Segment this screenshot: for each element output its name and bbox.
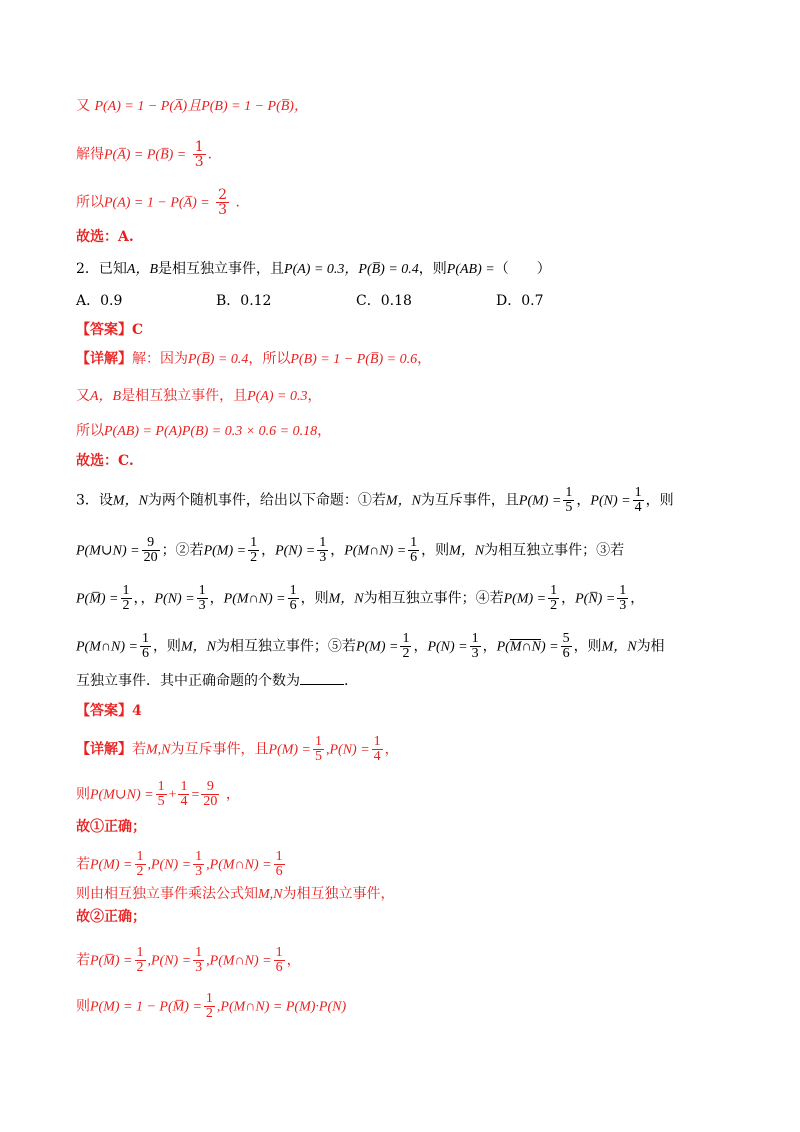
num: 1 (275, 945, 283, 960)
q3-stem-line-1 (76, 486, 674, 515)
num: 1 (141, 631, 149, 646)
math: P(M̅) = (90, 953, 133, 969)
option-c: C．0.18 (356, 293, 412, 309)
text: . (344, 673, 349, 689)
text: 互独立事件．其中正确命题的个数为 (76, 673, 300, 689)
fraction (142, 536, 160, 565)
fraction (204, 992, 215, 1021)
text: ，所以 (248, 351, 291, 367)
fraction (135, 946, 146, 975)
math: P(B) = 1 − P(B̅) = 0.6 (290, 352, 418, 367)
math: P(N) = (427, 639, 468, 655)
math: ,P(M∩N) = (206, 953, 272, 969)
math: P(M) = (503, 591, 547, 607)
num: 1 (194, 139, 204, 155)
math: P(AB) = P(A)P(B) = 0.3 × 0.6 = 0.18 (104, 424, 318, 439)
prev-solution-choice: 故选：A. (76, 229, 134, 245)
num: 1 (136, 849, 144, 864)
den: 2 (122, 598, 130, 613)
text: ，则 (421, 542, 450, 559)
text: （ ） (494, 261, 551, 277)
den: 6 (275, 960, 283, 975)
fraction (563, 486, 574, 515)
text: 解得 (76, 146, 104, 163)
num: 1 (136, 945, 144, 960)
math: P(M∪N) = (76, 543, 140, 559)
q2-options (76, 291, 544, 311)
text: 为互斥事件，且 (170, 741, 269, 758)
den: 6 (289, 598, 297, 613)
fraction (400, 632, 411, 661)
num: 1 (198, 583, 206, 598)
num: 1 (157, 779, 165, 794)
math: M,N (258, 887, 283, 902)
q3-detail-line-2 (76, 780, 240, 809)
num: 1 (205, 991, 213, 1006)
text: 又 (76, 98, 95, 114)
text: ， (561, 590, 576, 607)
fraction (193, 850, 204, 879)
answer-blank[interactable] (300, 670, 344, 685)
math: P(A) = 0.3 (247, 389, 308, 404)
math: P(N) = (275, 543, 316, 559)
num: 1 (289, 583, 297, 598)
option-b: B．0.12 (216, 293, 272, 309)
den: 5 (315, 749, 322, 764)
math: P(M∩N) = (223, 591, 286, 607)
option-a: A．0.9 (76, 293, 123, 309)
text: 为相互独立事件；③若 (484, 542, 625, 559)
q2-stem (76, 259, 551, 280)
math: ,P(M∩N) = (206, 857, 272, 873)
text: ， (413, 638, 428, 655)
fraction (140, 632, 151, 661)
text: 若 (132, 741, 146, 758)
den: 6 (275, 864, 283, 879)
q2-detail-line-3 (76, 421, 331, 442)
text: ， (330, 542, 345, 559)
text: 为互斥事件，且 (420, 492, 519, 509)
den: 2 (402, 646, 410, 661)
math: + (168, 787, 177, 803)
text: ， (261, 542, 276, 559)
prev-solution-line-3 (76, 188, 240, 217)
num: 1 (619, 583, 627, 598)
math: M，N (112, 493, 148, 509)
den: 3 (218, 202, 228, 218)
math: P(M) = 1 − P(M̅) = (90, 999, 202, 1015)
math: P(A) = 0.3， (284, 262, 359, 277)
fraction (633, 486, 644, 515)
math: P(B̅) = 0.4 (188, 352, 249, 367)
fraction (317, 536, 328, 565)
text: 则由相互独立事件乘法公式知 (76, 886, 258, 902)
text: 是相互独立事件，且 (158, 261, 285, 277)
text: ，， (133, 590, 155, 607)
num: 1 (410, 535, 418, 550)
num: 1 (180, 779, 188, 794)
q3-stem-line-5 (76, 670, 348, 691)
math: ,P(N) = (147, 953, 192, 969)
fraction (617, 584, 628, 613)
num: 1 (195, 945, 203, 960)
math: M,N (146, 742, 171, 758)
text: ， (384, 741, 399, 758)
text: 2．已知 (76, 261, 127, 277)
math: ,P(N) = (147, 857, 192, 873)
text: . (231, 194, 240, 211)
fraction (121, 584, 132, 613)
num: 9 (142, 536, 160, 551)
text: ，则 (152, 638, 181, 655)
prev-solution-line-2 (76, 140, 212, 169)
math: M，N (385, 493, 421, 509)
den: 2 (550, 598, 558, 613)
fraction (548, 584, 559, 613)
text: ， (630, 590, 645, 607)
fraction (197, 584, 208, 613)
num: 1 (315, 734, 322, 749)
text: ；②若 (161, 542, 204, 559)
math: A，B (90, 389, 122, 404)
den: 3 (195, 960, 203, 975)
fraction (248, 536, 259, 565)
fraction (156, 780, 167, 809)
q3-stem-line-4 (76, 632, 665, 661)
fraction (193, 946, 204, 975)
num: 9 (201, 780, 219, 795)
den: 3 (319, 550, 327, 565)
text: ，则 (300, 590, 329, 607)
text: 3．设 (76, 492, 113, 509)
den: 3 (471, 646, 479, 661)
math: P(A) = 1 − P(A̅) = (104, 195, 210, 211)
den: 3 (194, 154, 204, 170)
math: P(N) = (154, 591, 195, 607)
math: P(M) = (355, 639, 399, 655)
text: ， (482, 638, 497, 655)
fraction (135, 850, 146, 879)
text: 为相互独立事件， (282, 886, 395, 902)
text: 又 (76, 388, 90, 404)
math: P(N̅) = (575, 591, 616, 607)
math: M，N (449, 543, 485, 559)
math: ,P(N) = (326, 742, 370, 758)
q3-detail-line-5 (76, 884, 395, 905)
text: 为相 (636, 638, 665, 655)
text: ， (307, 388, 322, 404)
prev-solution-line-1 (76, 96, 308, 117)
math: = (191, 787, 200, 803)
text: 为相互独立事件；④若 (363, 590, 504, 607)
num: 1 (550, 583, 558, 598)
overline-term: M∩N (509, 639, 541, 655)
fraction (216, 188, 229, 217)
math: P(M) = (203, 543, 247, 559)
text: ，则 (418, 261, 447, 277)
den: 5 (565, 500, 573, 515)
q2-detail-line-1 (76, 349, 431, 370)
math: P(M∪N) = (90, 787, 154, 803)
den: 3 (198, 598, 206, 613)
math: P(M) = (518, 493, 562, 509)
den: 2 (136, 960, 144, 975)
option-d: D．0.7 (496, 293, 544, 309)
den: 3 (195, 864, 203, 879)
math: A，B (126, 262, 159, 277)
q2-answer: 【答案】C (76, 322, 144, 338)
math: P(N) = (590, 493, 631, 509)
q3-detail-line-8 (76, 992, 346, 1021)
num: 1 (275, 849, 283, 864)
fraction (372, 735, 383, 764)
q2-detail-line-2 (76, 386, 321, 407)
num: 2 (218, 187, 228, 203)
math: P(M∩N) = (76, 639, 138, 655)
den: 6 (141, 646, 149, 661)
text: ， (417, 351, 432, 367)
math: P(AB) = (446, 262, 495, 277)
fraction (470, 632, 481, 661)
q2-choice: 故选：C. (76, 453, 134, 469)
text: 为两个随机事件，给出以下命题：①若 (147, 492, 386, 509)
math: M，N (328, 591, 364, 607)
q3-detail-line-6: 故②正确； (76, 909, 146, 925)
den: 6 (410, 550, 418, 565)
den: 5 (157, 794, 165, 809)
text: 所以 (76, 194, 104, 211)
math: P(A) = 1 − P(A̅)且P(B) = 1 − P(B̅)， (94, 99, 308, 114)
num: 5 (562, 631, 570, 646)
den: 2 (205, 1006, 213, 1021)
text: ， (317, 423, 332, 439)
den: 20 (143, 550, 158, 565)
den: 4 (373, 749, 381, 764)
text: ， (209, 590, 224, 607)
q3-detail-line-4 (76, 850, 287, 879)
q3-detail-line-3: 故①正确； (76, 819, 146, 835)
q3-detail-line-7 (76, 946, 301, 975)
num: 1 (195, 849, 203, 864)
fraction (274, 850, 285, 879)
math: P(M∩N) = (496, 639, 559, 655)
math: P(B̅) = 0.4 (358, 262, 419, 277)
text: ， (221, 786, 240, 803)
label: 【详解】 (76, 741, 132, 758)
fraction (201, 780, 219, 809)
fraction (193, 140, 206, 169)
math: P(A̅) = P(B̅) = (104, 147, 187, 163)
text: 为相互独立事件；⑤若 (215, 638, 356, 655)
text: 是相互独立事件，且 (121, 388, 248, 404)
fraction (313, 735, 324, 764)
text: ，则 (645, 492, 674, 509)
num: 1 (319, 535, 327, 550)
fraction (274, 946, 285, 975)
q3-detail-line-1 (76, 735, 399, 764)
den: 2 (250, 550, 258, 565)
text: 若 (76, 856, 90, 873)
den: 20 (203, 794, 218, 809)
math: P(M̅) = (76, 591, 119, 607)
den: 6 (562, 646, 570, 661)
text: 所以 (76, 423, 104, 439)
num: 1 (402, 631, 410, 646)
num: 1 (373, 734, 381, 749)
fraction (288, 584, 299, 613)
num: 1 (471, 631, 479, 646)
text: . (207, 146, 213, 163)
fraction (178, 780, 189, 809)
text: ， (576, 492, 591, 509)
math: M，N (180, 639, 216, 655)
text: 若 (76, 952, 90, 969)
label: 【详解】 (76, 351, 132, 367)
text: ，则 (573, 638, 602, 655)
math: P(M) = (268, 742, 311, 758)
num: 1 (634, 485, 642, 500)
den: 4 (180, 794, 188, 809)
num: 1 (565, 485, 573, 500)
math: ,P(M∩N) = P(M)·P(N) (216, 999, 347, 1015)
text: 则 (76, 786, 90, 803)
den: 4 (634, 500, 642, 515)
num: 1 (250, 535, 258, 550)
math: P(M) = (90, 857, 133, 873)
math: M，N (601, 639, 637, 655)
text: 解：因为 (132, 351, 188, 367)
q3-answer: 【答案】4 (76, 703, 142, 719)
q3-stem-line-3 (76, 584, 644, 613)
text: 则 (76, 998, 90, 1015)
q3-stem-line-2 (76, 536, 624, 565)
fraction (561, 632, 572, 661)
den: 2 (136, 864, 144, 879)
fraction (408, 536, 419, 565)
math: P(M∩N) = (344, 543, 407, 559)
text: ， (286, 952, 301, 969)
num: 1 (122, 583, 130, 598)
den: 3 (619, 598, 627, 613)
